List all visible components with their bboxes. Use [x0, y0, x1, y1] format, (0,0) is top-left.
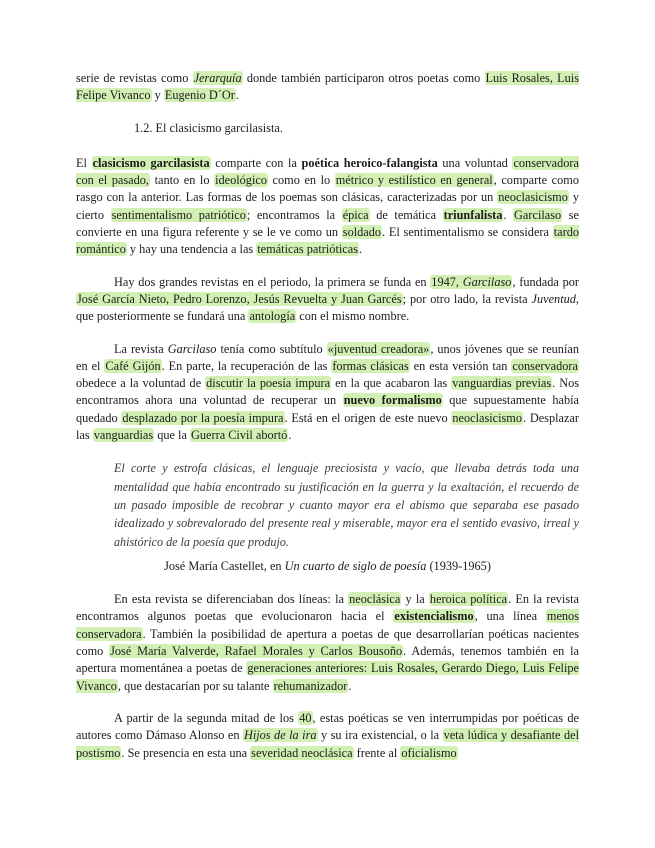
paragraph-clasicismo: [76, 155, 579, 259]
text-run: de temática: [369, 207, 443, 222]
journal-title: Juventud: [531, 291, 576, 306]
highlight: oficialismo: [401, 745, 457, 760]
paragraph-garcilaso: [76, 341, 579, 445]
text-run: y hay una tendencia a las: [126, 242, 257, 257]
text-run: .: [288, 428, 292, 443]
highlight: neoclasicismo: [452, 410, 523, 425]
highlight: [430, 275, 512, 289]
text-run: José María Castellet, en: [164, 558, 285, 573]
text-run: que supuestamente había quedado: [76, 393, 579, 425]
highlight: métrico y estilístico en general: [335, 173, 493, 188]
text-run: , fundada por: [512, 274, 579, 289]
highlight: Guerra Civil abortó: [191, 428, 288, 443]
text-run: y: [151, 88, 164, 103]
highlight: tardo romántico: [76, 225, 579, 257]
highlight: José María Valverde, Rafael Morales y Carlos Bousoño: [110, 644, 403, 659]
highlight: neoclasicismo: [498, 190, 568, 205]
highlight: veta lúdica y desafiante del postismo: [76, 728, 579, 760]
text-run: .: [359, 242, 363, 257]
text-run: que la: [154, 428, 191, 443]
text-run: , unos jóvenes que se reunían en el: [76, 341, 579, 373]
text-run: A partir de la segunda mitad de los: [114, 710, 299, 725]
text-run: , estas poéticas se ven interrumpidas por poéticas de autores como Dámaso Alonso en: [76, 710, 579, 743]
text-run: El: [76, 155, 92, 170]
highlight: José García Nieto, Pedro Lorenzo, Jesús Revuelta y Juan Garcés: [77, 291, 402, 306]
text-run: . Se presencia en esta una: [121, 745, 251, 760]
journal-title: Garcilaso: [167, 341, 217, 356]
highlight: neoclásica: [349, 592, 401, 607]
text-run: (1939-1965): [426, 558, 491, 573]
book-title-highlight: Hijos de la ira: [243, 728, 317, 743]
highlight: Garcilaso: [514, 207, 562, 222]
text-run: tenía como subtítulo: [216, 341, 327, 356]
highlight-year: 1947,: [431, 274, 463, 289]
book-title: Un cuarto de siglo de poesía: [284, 558, 427, 573]
highlight: vanguardias: [93, 428, 154, 443]
highlight: vanguardias previas: [452, 376, 552, 391]
highlight: rehumanizador: [273, 678, 348, 693]
text-run: obedece a la voluntad de: [76, 376, 206, 391]
text-run: . En parte, la recuperación de las: [161, 358, 332, 373]
text-run: , que posteriormente se fundará una: [76, 291, 579, 324]
text-run: en esta versión tan: [409, 358, 512, 373]
highlight: épica: [342, 207, 369, 222]
journal-title: Garcilaso: [462, 274, 512, 289]
text-run: .: [235, 88, 239, 103]
text-run: . Nos encontramos ahora una voluntad de recuperar un: [76, 376, 580, 408]
section-heading: 1.2. El clasicismo garcilasista.: [134, 120, 283, 135]
highlight: soldado: [342, 225, 382, 240]
text-run: y cierto: [76, 190, 579, 222]
highlight: sentimentalismo patriótico: [111, 207, 246, 222]
highlight: «juventud creadora»: [327, 341, 430, 356]
highlight: desplazado por la poesía impura: [122, 410, 284, 425]
highlight: heroica política: [429, 592, 508, 607]
text-run: .: [348, 678, 352, 693]
highlight: Café Gijón: [105, 358, 161, 373]
text-run: . En la revista encontramos algunos poetas que evolucionaron hacia el: [76, 592, 580, 624]
highlight: Eugenio D´Or: [164, 88, 235, 103]
text-run: Hay dos grandes revistas en el periodo, la primera se funda en: [114, 274, 431, 289]
text-run: ; por otro lado, la revista: [402, 291, 532, 306]
text-run: . El sentimentalismo se considera: [382, 225, 553, 240]
quote-source: [76, 558, 579, 575]
highlight: antología: [249, 309, 296, 324]
bold-highlight: existencialismo: [394, 609, 474, 624]
text-run: se convierte en una figura referente y se le ve como un: [76, 207, 579, 240]
text-run: . También la posibilidad de apertura a poetas de que desarrollarían poéticas nacientes como: [76, 626, 579, 659]
text-run: . Además, tenemos también en la apertura momentánea a poetas de: [76, 644, 579, 676]
text-run: .: [503, 207, 514, 222]
paragraph-intro: [76, 70, 579, 105]
highlight: menos conservadora: [76, 609, 579, 641]
text-run: , comparte como rasgo con la anterior. Las formas de los poemas son clásicas, caracterizadas por un: [76, 173, 579, 205]
block-quote: El corte y estrofa clásicas, el lenguaje preciosista y vacío, que llevaba detrás toda una mentalidad que había encontrado su justificación en la guerra y la exaltación, el recuerdo de un pasado imposible de recobrar y cuanto mayor era el abismo que separaba ese pasado idealizado y sobrevalorado del presente real y miserable, mayor era el sentido evasivo, irreal y ahistórico de la poesía que produjo.: [114, 461, 579, 549]
text-run: en la que acabaron las: [331, 376, 452, 391]
text-run: ; encontramos la: [246, 207, 342, 222]
journal-title: Jerarquía: [193, 71, 242, 85]
highlight: ideológico: [215, 173, 267, 188]
highlight: discutir la poesía impura: [206, 376, 331, 391]
text-run: La revista: [114, 341, 168, 356]
highlight: temáticas patrióticas: [257, 242, 358, 257]
bold-highlight: triunfalista: [443, 207, 503, 222]
highlight: Luis Rosales, Luis Felipe Vivanco: [76, 71, 579, 103]
text-run: , una línea: [474, 609, 546, 624]
highlight: [193, 71, 243, 85]
text-run: comparte con la: [210, 155, 302, 170]
text-run: En esta revista se diferenciaban dos líneas: la: [114, 592, 349, 607]
text-run: tanto en lo: [150, 173, 215, 188]
highlight: severidad neoclásica: [251, 745, 353, 760]
text-run: frente al: [353, 745, 401, 760]
paragraph-revistas: [76, 274, 579, 326]
document-page: [76, 70, 579, 777]
bold-term: poética heroico-falangista: [301, 155, 438, 170]
highlight: 40: [299, 710, 312, 725]
highlight: formas clásicas: [332, 358, 409, 373]
text-run: como en lo: [267, 173, 335, 188]
text-run: y su ira existencial, o la: [317, 728, 443, 743]
highlight: generaciones anteriores: Luis Rosales, Gerardo Diego, Luis Felipe Vivanco: [76, 661, 579, 693]
text-run: serie de revistas como: [76, 71, 193, 85]
bold-highlight: nuevo formalismo: [343, 393, 442, 408]
text-run: . Desplazar las: [76, 410, 580, 443]
text-run: , que destacarían por su talante: [117, 678, 273, 693]
highlight: conservadora con el pasado,: [76, 155, 579, 188]
text-run: . Está en el origen de este nuevo: [284, 410, 452, 425]
text-run: y la: [401, 592, 429, 607]
highlight: conservadora: [512, 358, 578, 373]
paragraph-lineas: [76, 591, 579, 695]
bold-highlight: clasicismo garcilasista: [92, 155, 210, 170]
text-run: con el mismo nombre.: [296, 309, 410, 324]
text-run: una voluntad: [437, 155, 513, 170]
paragraph-segunda-mitad: [76, 710, 579, 762]
text-run: donde también participaron otros poetas como: [242, 71, 485, 85]
